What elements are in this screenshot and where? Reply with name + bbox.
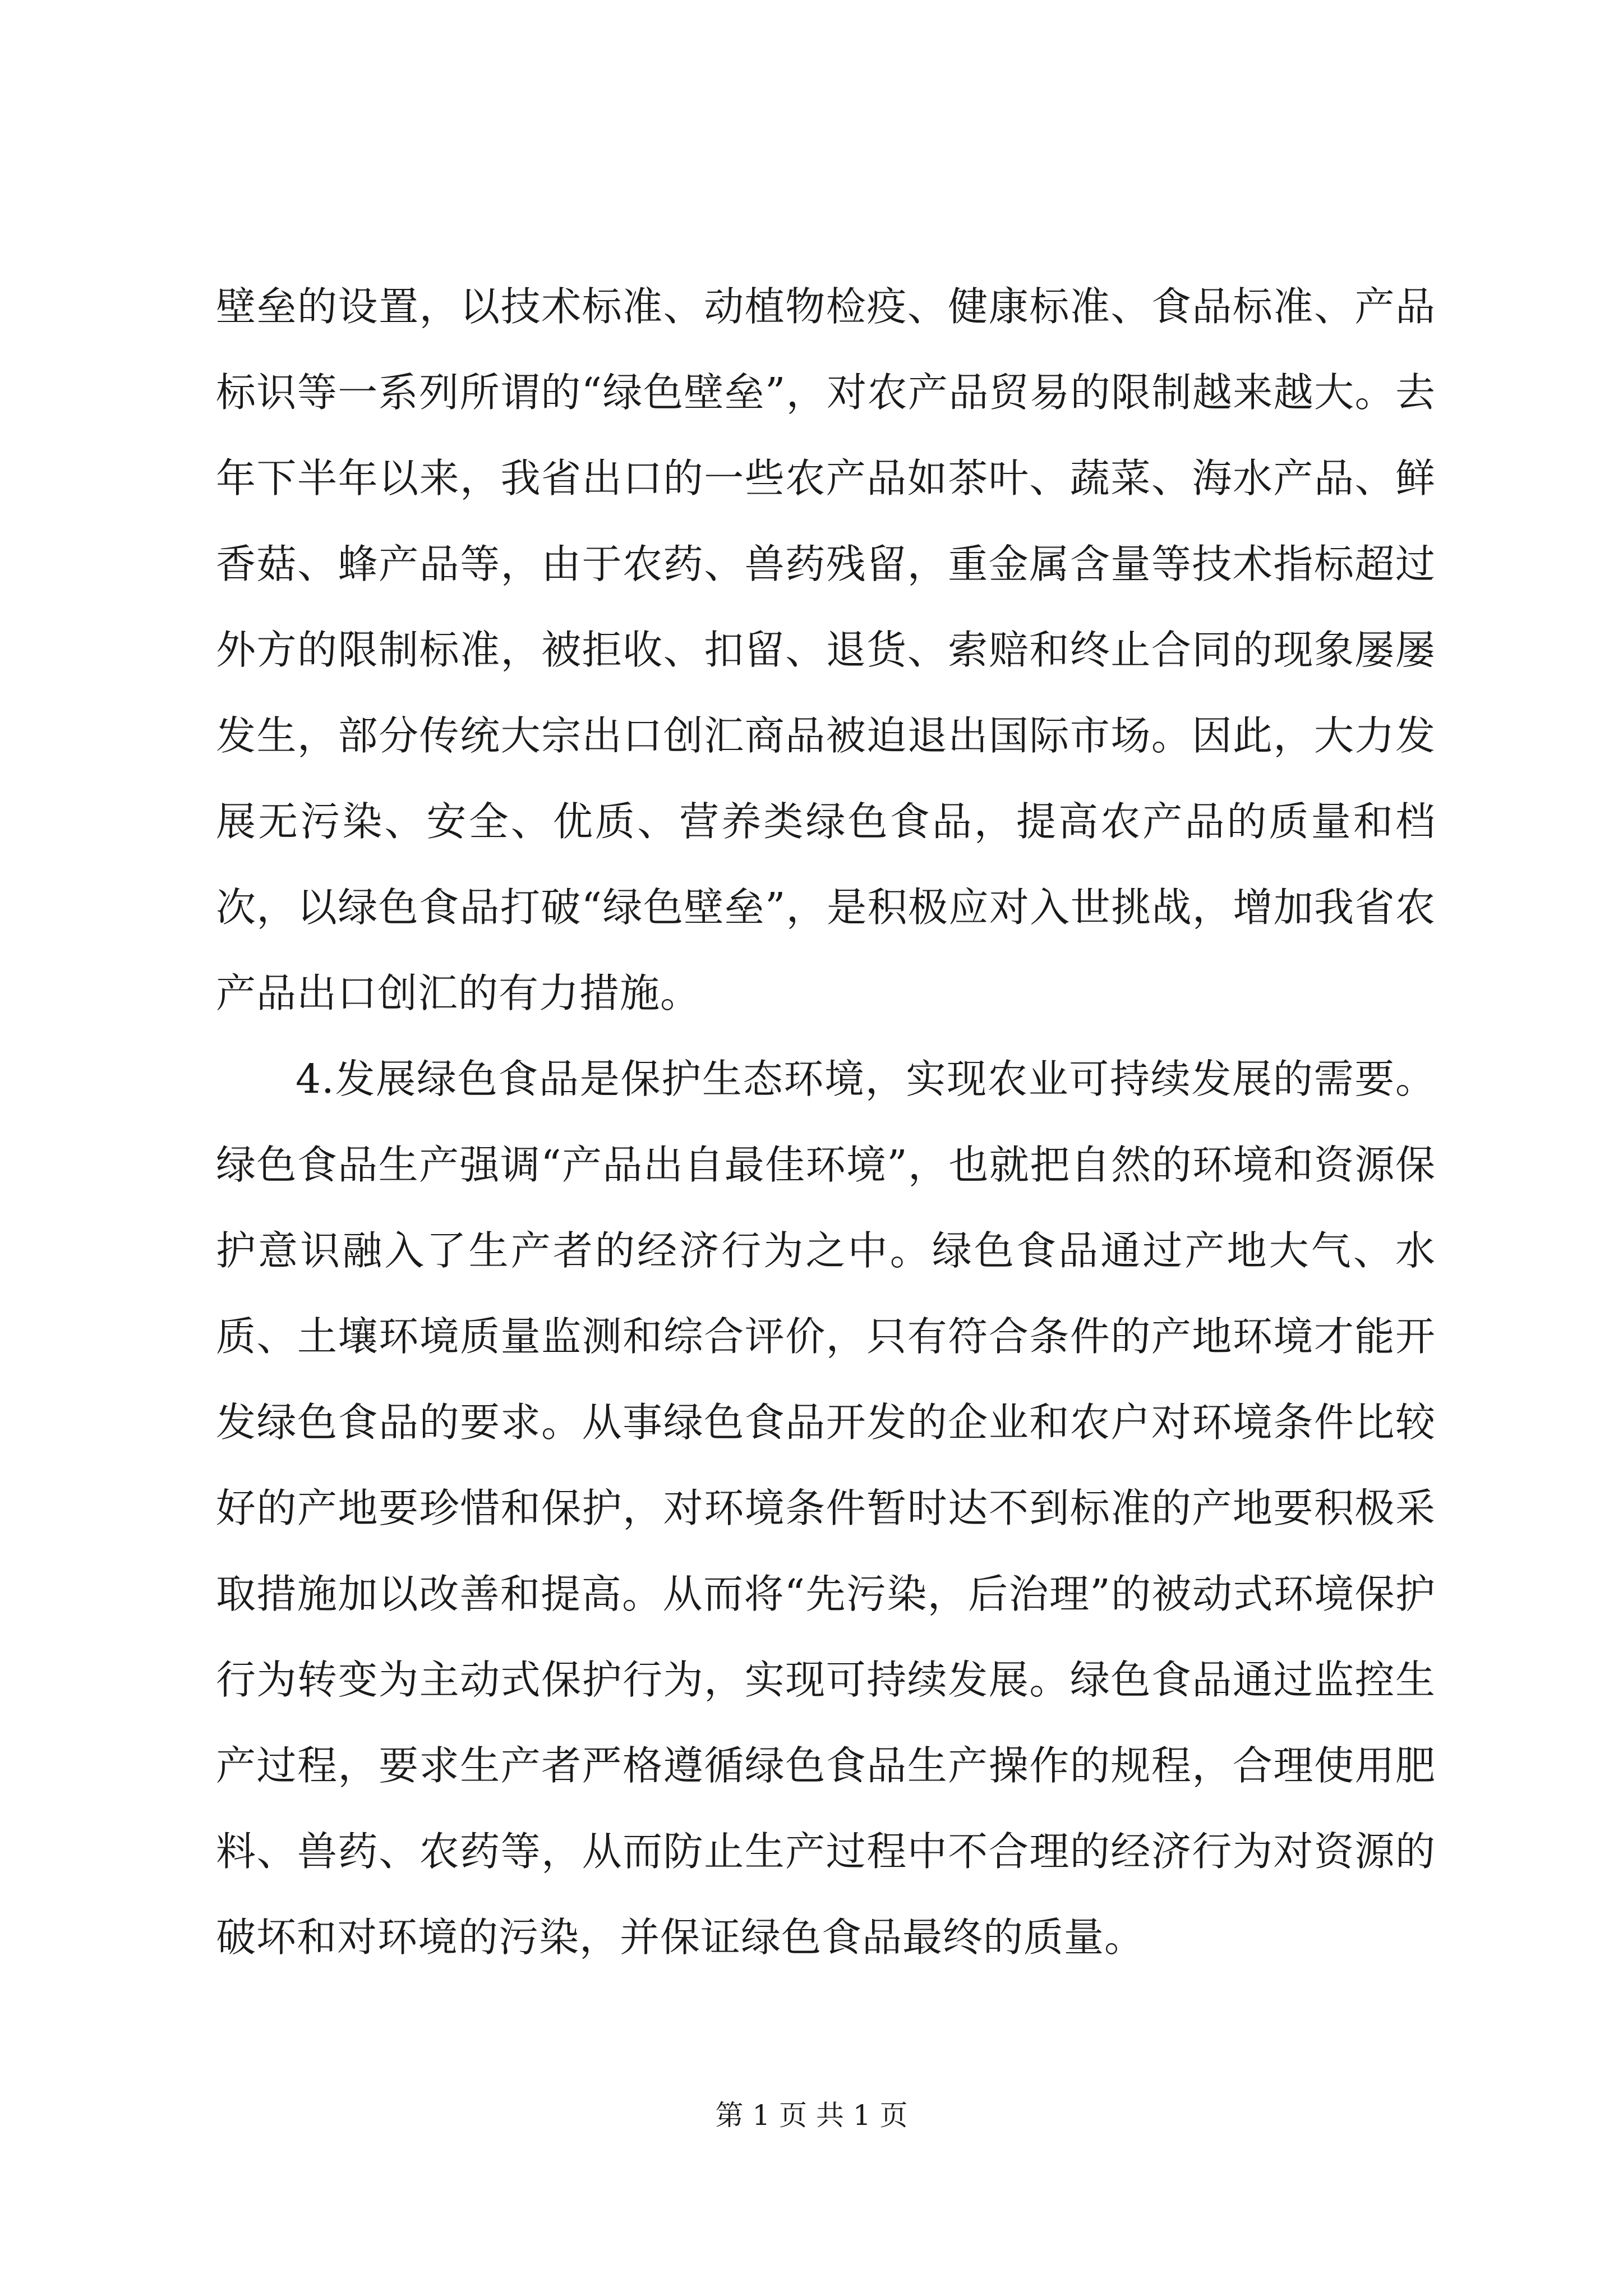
document-body — [216, 264, 1436, 1980]
paragraph-green-barriers: 壁垒的设置，以技术标准、动植物检疫、健康标准、食品标准、产品标识等一系列所谓的“绿色壁垒”，对农产品贸易的限制越来越大。去年下半年以来，我省出口的一些农产品如茶叶、蔬菜、海水产品、鲜香菇、蜂产品等，由于农药、兽药残留，重金属含量等技术指标超过外方的限制标准，被拒收、扣留、退货、索赔和终止合同的现象屡屡发生，部分传统大宗出口创汇商品被迫退出国际市场。因此，大力发展无污染、安全、优质、营养类绿色食品，提高农产品的质量和档次，以绿色食品打破“绿色壁垒”，是积极应对入世挑战，增加我省农产品出口创汇的有力措施。 — [216, 283, 1436, 1016]
page-footer: 第 1 页 共 1 页 — [715, 2099, 908, 2132]
paragraph-ecological-protection: 4.发展绿色食品是保护生态环境，实现农业可持续发展的需要。绿色食品生产强调“产品出自最佳环境”，也就把自然的环境和资源保护意识融入了生产者的经济行为之中。绿色食品通过产地大气、水质、土壤环境质量监测和综合评价，只有符合条件的产地环境才能开发绿色食品的要求。从事绿色食品开发的企业和农户对环境条件比较好的产地要珍惜和保护，对环境条件暂时达不到标准的产地要积极采取措施加以改善和提高。从而将“先污染，后治理”的被动式环境保护行为转变为主动式保护行为，实现可持续发展。绿色食品通过监控生产过程，要求生产者严格遵循绿色食品生产操作的规程，合理使用肥料、兽药、农药等，从而防止生产过程中不合理的经济行为对资源的破坏和对环境的污染，并保证绿色食品最终的质量。 — [216, 1056, 1436, 1961]
